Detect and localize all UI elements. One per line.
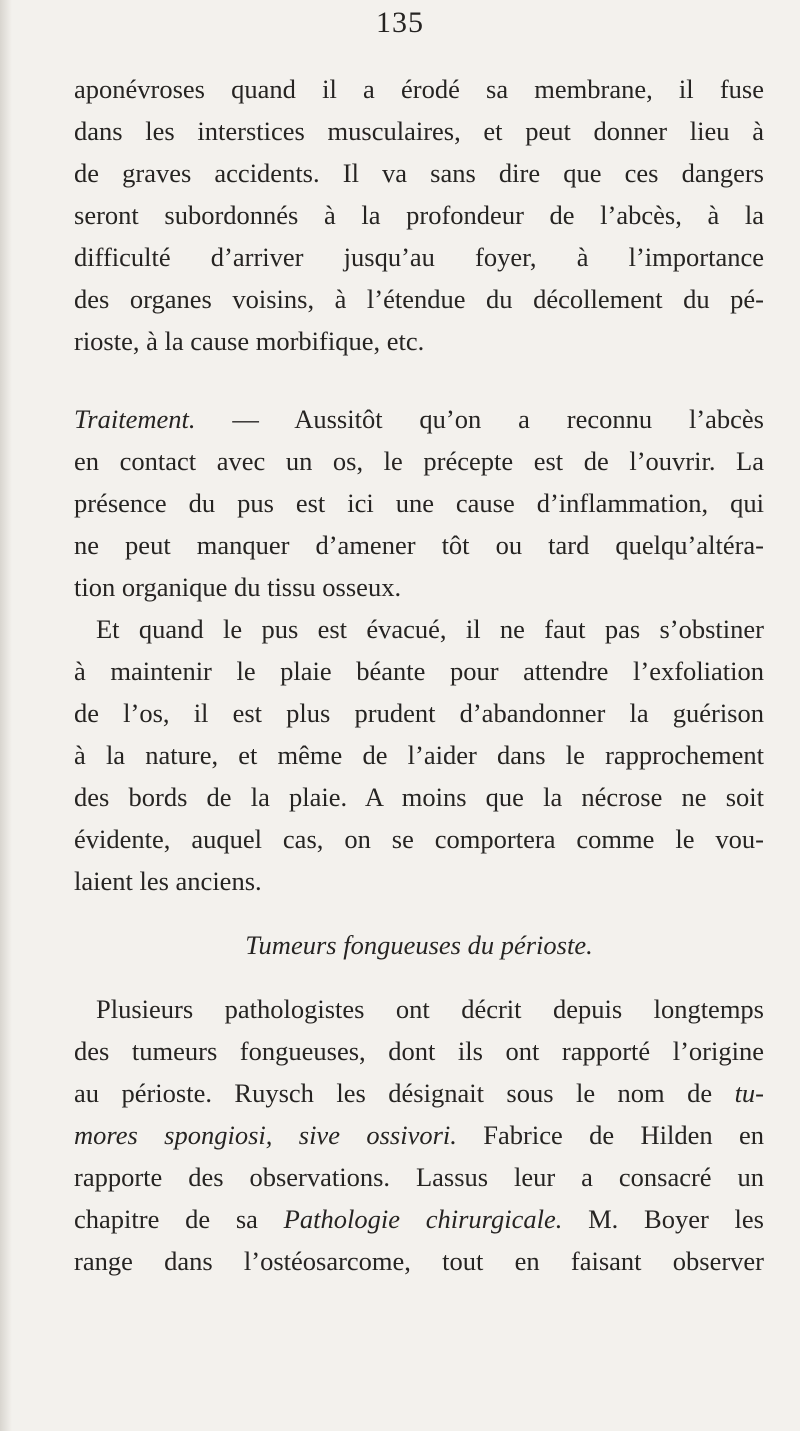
section-heading: Tumeurs fongueuses du périoste. (245, 930, 593, 960)
text-line: aponévroses quand il a érodé sa membrane, il fuse (74, 74, 764, 104)
text-fragment: — Aussitôt qu’on a reconnu l’abcès (195, 404, 764, 434)
text-line: ne peut manquer d’amener tôt ou tard quelqu’altéra- (74, 530, 764, 560)
paragraph-4 (74, 988, 764, 1282)
text-line (74, 398, 764, 440)
text-line: seront subordonnés à la profondeur de l’abcès, à la (74, 200, 764, 230)
text-line: des tumeurs fongueuses, dont ils ont rapporté l’origine (74, 1036, 764, 1066)
text-line: difficulté d’arriver jusqu’au foyer, à l’importance (74, 242, 764, 272)
text-fragment: M. Boyer les (562, 1204, 764, 1234)
text-line: dans les interstices musculaires, et peut donner lieu à (74, 116, 764, 146)
text-line: des organes voisins, à l’étendue du décollement du pé- (74, 284, 764, 314)
paragraph-1 (74, 68, 764, 362)
text-line: rioste, à la cause morbifique, etc. (74, 326, 425, 356)
text-line: Et quand le pus est évacué, il ne faut pas s’obstiner (96, 614, 764, 644)
section-label-traitement: Traitement. (74, 404, 196, 434)
text-line: laient les anciens. (74, 866, 262, 896)
italic-fragment: mores spongiosi, sive ossivori. (74, 1120, 457, 1150)
text-line (74, 1114, 764, 1156)
text-line: de l’os, il est plus prudent d’abandonner la guérison (74, 698, 764, 728)
text-fragment: Fabrice de Hilden en (456, 1120, 764, 1150)
paragraph-2 (74, 398, 764, 608)
text-fragment: chapitre de sa (74, 1204, 284, 1234)
body-text (74, 68, 764, 1282)
text-line: rapporte des observations. Lassus leur a consacré un (74, 1162, 764, 1192)
text-line: range dans l’ostéosarcome, tout en faisant observer (74, 1246, 764, 1276)
text-line: à maintenir le plaie béante pour attendre l’exfoliation (74, 656, 764, 686)
text-line: de graves accidents. Il va sans dire que ces dangers (74, 158, 764, 188)
text-line: tion organique du tissu osseux. (74, 572, 402, 602)
paragraph-3 (74, 608, 764, 902)
text-line: évidente, auquel cas, on se comportera comme le vou- (74, 824, 764, 854)
text-line (74, 1072, 764, 1114)
text-line: à la nature, et même de l’aider dans le rapprochement (74, 740, 764, 770)
page-number: 135 (376, 6, 424, 39)
text-fragment: au périoste. Ruysch les désignait sous le nom de (74, 1078, 735, 1108)
text-line: Plusieurs pathologistes ont décrit depuis longtemps (96, 994, 764, 1024)
italic-fragment: Pathologie chirurgicale. (283, 1204, 563, 1234)
text-line: en contact avec un os, le précepte est de l’ouvrir. La (74, 446, 764, 476)
text-line (74, 1198, 764, 1240)
italic-fragment: tu- (734, 1078, 764, 1108)
text-line: présence du pus est ici une cause d’inflammation, qui (74, 488, 764, 518)
page-edge-shadow (0, 0, 12, 1431)
text-line: des bords de la plaie. A moins que la nécrose ne soit (74, 782, 764, 812)
